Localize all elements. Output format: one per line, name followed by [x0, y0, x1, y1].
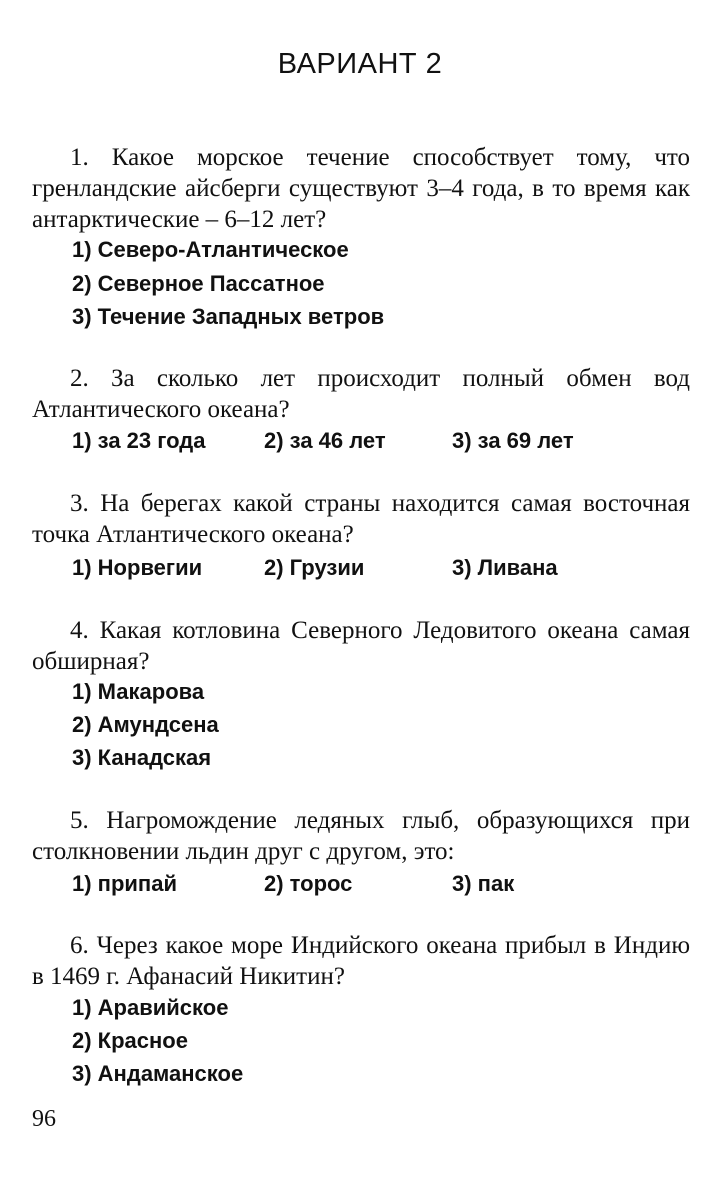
question-1-option-3: 3) Течение Западных ветров	[72, 304, 385, 329]
question-2-option-1: 1) за 23 года	[72, 428, 206, 453]
question-6-option-2: 2) Красное	[72, 1028, 188, 1053]
question-5-option-3: 3) пак	[452, 871, 515, 896]
question-6-option-3: 3) Андаманское	[72, 1061, 244, 1086]
question-4-option-1: 1) Макарова	[72, 679, 205, 704]
page-title: ВАРИАНТ 2	[277, 48, 443, 80]
question-5-option-1: 1) припай	[72, 871, 177, 896]
question-6-text: 6. Через какое море Индийского океана прибыл в Индию в 1469 г. Афанасий Никитин?	[32, 932, 690, 990]
page-number: 96	[32, 1106, 56, 1132]
question-2-option-3: 3) за 69 лет	[452, 428, 574, 453]
question-4-option-3: 3) Канадская	[72, 745, 212, 770]
question-3-option-3: 3) Ливана	[452, 555, 558, 580]
question-2-option-2: 2) за 46 лет	[264, 428, 386, 453]
question-3-option-1: 1) Норвегии	[72, 555, 203, 580]
question-4-option-2: 2) Амундсена	[72, 712, 219, 737]
question-1-option-1: 1) Северо-Атлантическое	[72, 237, 349, 262]
question-6-option-1: 1) Аравийское	[72, 995, 229, 1020]
question-3-text: 3. На берегах какой страны находится самая восточная точка Атлантического океана?	[32, 490, 690, 548]
question-1-text: 1. Какое морское течение способствует тому, что гренландские айсберги существуют 3–4 года, в то время как антарктические – 6–12 лет?	[32, 144, 690, 233]
question-3-option-2: 2) Грузии	[264, 555, 365, 580]
question-5-option-2: 2) торос	[264, 871, 353, 896]
question-4-text: 4. Какая котловина Северного Ледовитого океана самая обширная?	[32, 617, 690, 675]
question-2-text: 2. За сколько лет происходит полный обмен вод Атлантического океана?	[32, 365, 690, 423]
question-1-option-2: 2) Северное Пассатное	[72, 271, 325, 296]
question-5-text: 5. Нагромождение ледяных глыб, образующихся при столкновении льдин друг с другом, это:	[32, 807, 690, 865]
